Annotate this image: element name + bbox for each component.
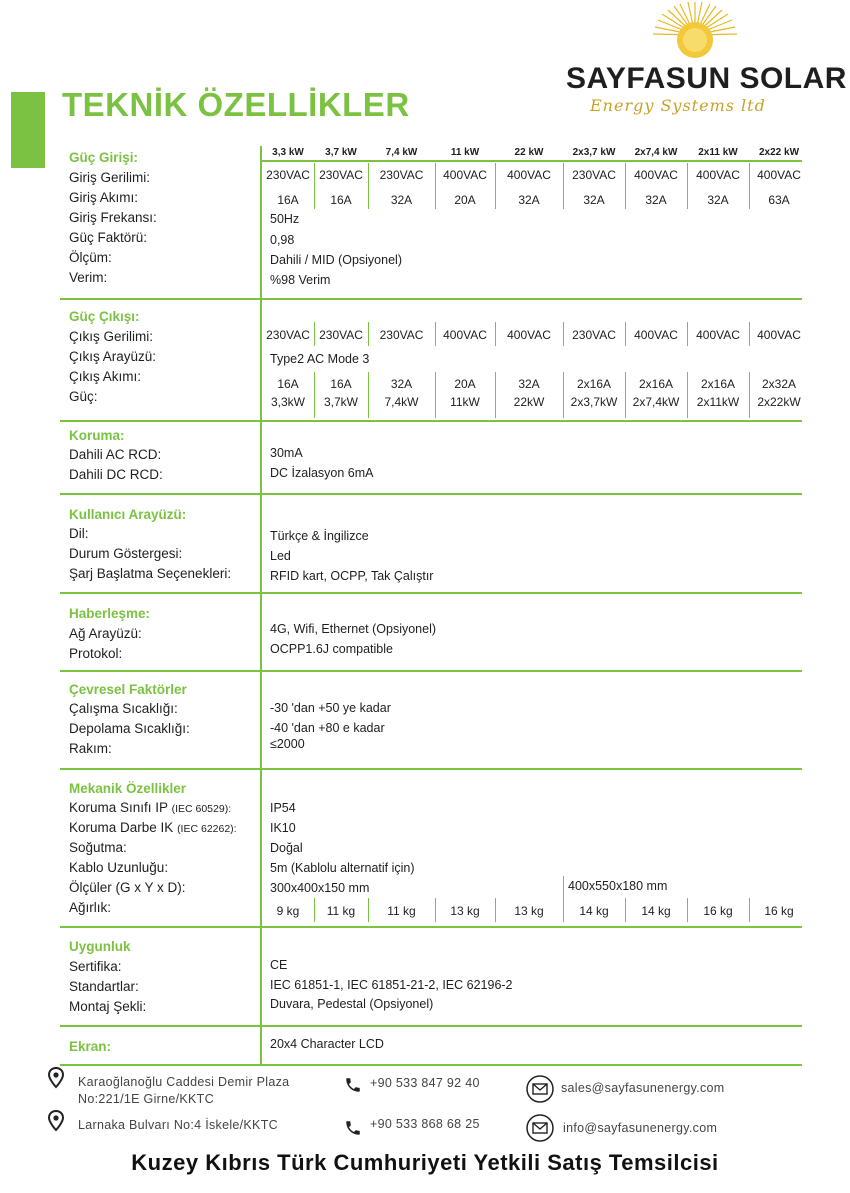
dimensions-single-value: 300x400x150 mm (270, 881, 370, 895)
output-power-cell: 11kW (450, 395, 480, 409)
label-dc-rcd: Dahili DC RCD: (69, 467, 163, 482)
label-status-indicator: Durum Göstergesi: (69, 546, 183, 561)
input-current-cell: 63A (768, 193, 790, 207)
output-current-cell: 20A (454, 377, 476, 391)
section-divider (60, 926, 802, 928)
output-power-cell: 3,3kW (270, 395, 305, 409)
output-current-cell: 2x16A (576, 377, 612, 391)
authorized-representative-banner: Kuzey Kıbrıs Türk Cumhuriyeti Yetkili Satış Temsilcisi (131, 1150, 719, 1175)
location-pin-icon (48, 1067, 64, 1089)
section-divider (60, 768, 802, 770)
label-input-current: Giriş Akımı: (69, 190, 139, 205)
input-current-cell: 20A (454, 193, 476, 207)
output-power-cell: 2x3,7kW (570, 395, 618, 409)
metering-value: Dahili / MID (Opsiyonel) (270, 253, 402, 267)
label-ip-standard: (IEC 60529): (171, 803, 232, 815)
dc-rcd-value: DC İzalasyon 6mA (270, 466, 374, 480)
output-current-cell: 16A (330, 377, 352, 391)
input-voltage-cell: 400VAC (443, 168, 487, 182)
efficiency-value: %98 Verim (270, 273, 331, 287)
label-cable-length: Kablo Uzunluğu: (69, 860, 169, 875)
phone-2[interactable]: +90 533 868 68 25 (370, 1117, 480, 1131)
email-icon (526, 1075, 554, 1103)
label-efficiency: Verim: (69, 270, 108, 285)
section-title-environment: Çevresel Faktörler (69, 682, 187, 697)
dimensions-dual-value: 400x550x180 mm (568, 879, 668, 893)
standards-value: IEC 61851-1, IEC 61851-21-2, IEC 62196-2 (270, 978, 513, 992)
label-language: Dil: (69, 526, 89, 541)
header-underline (262, 160, 802, 162)
column-header: 3,3 kW (272, 147, 304, 158)
output-voltage-cell: 230VAC (572, 328, 616, 342)
input-current-cell: 32A (390, 193, 413, 207)
location-pin-icon (48, 1110, 64, 1132)
output-current-cell: 2x32A (761, 377, 797, 391)
label-output-voltage: Çıkış Gerilimi: (69, 329, 153, 344)
label-weight: Ağırlık: (69, 900, 112, 915)
label-input-frequency: Giriş Frekansı: (69, 210, 157, 225)
power-factor-value: 0,98 (270, 233, 295, 247)
output-current-cell: 2x16A (638, 377, 674, 391)
label-ik-standard: (IEC 62262): (177, 823, 237, 835)
label-network-interface: Ağ Arayüzü: (69, 626, 142, 641)
address-2: Larnaka Bulvarı No:4 İskele/KKTC (78, 1118, 278, 1132)
weight-cell: 13 kg (514, 904, 544, 918)
weight-cell: 16 kg (764, 904, 794, 918)
input-voltage-cell: 400VAC (634, 168, 678, 182)
email-sales[interactable]: sales@sayfasunenergy.com (561, 1081, 725, 1095)
label-operating-temp: Çalışma Sıcaklığı: (69, 701, 178, 716)
label-certificate: Sertifika: (69, 959, 122, 974)
input-voltage-cell: 230VAC (572, 168, 616, 182)
email-icon (526, 1114, 554, 1142)
column-header: 11 kW (450, 147, 480, 158)
input-current-cell: 32A (645, 193, 667, 207)
output-power-cell: 3,7kW (323, 395, 358, 409)
label-storage-temp: Depolama Sıcaklığı: (69, 721, 190, 736)
weight-cell: 14 kg (579, 904, 609, 918)
screen-value: 20x4 Character LCD (270, 1037, 384, 1051)
column-header: 7,4 kW (385, 147, 418, 158)
label-mounting: Montaj Şekli: (69, 999, 147, 1014)
label-output-current: Çıkış Akımı: (69, 369, 142, 384)
label-start-options: Şarj Başlatma Seçenekleri: (69, 566, 232, 581)
label-ik-text: Koruma Darbe IK (69, 820, 174, 835)
input-voltage-cell: 400VAC (757, 168, 801, 182)
input-current-cell: 32A (707, 193, 729, 207)
ik-value: IK10 (270, 821, 296, 835)
weight-cell: 11 kg (387, 904, 416, 918)
address-1-line-1: Karaoğlanoğlu Caddesi Demir Plaza (78, 1075, 290, 1089)
page-title: TEKNİK ÖZELLİKLER (62, 86, 410, 123)
section-title-screen: Ekran: (69, 1039, 112, 1054)
section-divider (60, 670, 802, 672)
label-input-voltage: Giriş Gerilimi: (69, 170, 150, 185)
weight-cell: 14 kg (641, 904, 671, 918)
output-voltage-cell: 400VAC (443, 328, 487, 342)
label-dimensions: Ölçüler (G x Y x D): (69, 880, 186, 895)
input-current-cell: 16A (277, 193, 299, 207)
output-current-cell: 32A (390, 377, 413, 391)
label-metering: Ölçüm: (69, 250, 112, 265)
output-voltage-cell: 400VAC (757, 328, 801, 342)
ac-rcd-value: 30mA (270, 446, 303, 460)
input-frequency-value: 50Hz (270, 212, 300, 226)
certificate-value: CE (270, 958, 288, 972)
output-power-cell: 22kW (513, 395, 545, 409)
brand-name: SAYFASUN SOLAR (566, 62, 847, 95)
cooling-value: Doğal (270, 841, 303, 855)
ip-value: IP54 (270, 801, 296, 815)
output-voltage-cell: 230VAC (379, 328, 424, 342)
output-power-cell: 2x11kW (696, 395, 740, 409)
output-voltage-cell: 400VAC (696, 328, 740, 342)
section-title-compliance: Uygunluk (69, 939, 131, 954)
phone-icon (344, 1076, 362, 1094)
phone-icon (344, 1119, 362, 1137)
input-current-cell: 16A (330, 193, 352, 207)
output-current-cell: 16A (277, 377, 299, 391)
output-voltage-cell: 230VAC (319, 328, 363, 342)
input-current-cell: 32A (518, 193, 540, 207)
output-current-cell: 32A (518, 377, 540, 391)
label-standards: Standartlar: (69, 979, 139, 994)
label-power-factor: Güç Faktörü: (69, 230, 148, 245)
label-altitude: Rakım: (69, 741, 112, 756)
input-voltage-cell: 400VAC (507, 168, 551, 182)
section-title-communication: Haberleşme: (69, 606, 151, 621)
title-accent-bar (11, 92, 45, 168)
section-divider (60, 298, 802, 300)
output-power-cell: 2x7,4kW (632, 395, 680, 409)
output-voltage-cell: 400VAC (634, 328, 678, 342)
section-title-user-interface: Kullanıcı Arayüzü: (69, 507, 187, 522)
label-ip-text: Koruma Sınıfı IP (69, 800, 168, 815)
column-header: 2x3,7 kW (572, 147, 616, 158)
label-output-power: Güç: (69, 389, 98, 404)
column-header: 2x22 kW (758, 147, 800, 158)
cable-value: 5m (Kablolu alternatif için) (270, 861, 415, 875)
column-header: 22 kW (514, 147, 544, 158)
label-protocol: Protokol: (69, 646, 123, 661)
output-power-cell: 7,4kW (384, 395, 419, 409)
start-options-value: RFID kart, OCPP, Tak Çalıştır (270, 569, 434, 583)
input-voltage-cell: 400VAC (696, 168, 740, 182)
input-voltage-cell: 230VAC (379, 168, 424, 182)
cell-separator (563, 876, 564, 898)
section-title-protection: Koruma: (69, 428, 125, 443)
mounting-value: Duvara, Pedestal (Opsiyonel) (270, 997, 434, 1011)
section-divider (60, 420, 802, 422)
label-ik-class (69, 820, 237, 835)
storage-temp-value: -40 'dan +80 e kadar (270, 721, 385, 735)
label-output-interface: Çıkış Arayüzü: (69, 349, 157, 364)
output-voltage-cell: 400VAC (507, 328, 551, 342)
email-info[interactable]: info@sayfasunenergy.com (563, 1121, 718, 1135)
protocol-value: OCPP1.6J compatible (270, 642, 393, 656)
phone-1[interactable]: +90 533 847 92 40 (370, 1076, 480, 1090)
weight-cell: 16 kg (703, 904, 733, 918)
altitude-value: ≤2000 (270, 737, 305, 751)
status-indicator-value: Led (270, 549, 291, 563)
label-ac-rcd: Dahili AC RCD: (69, 447, 162, 462)
output-power-cell: 2x22kW (757, 395, 801, 409)
section-divider (60, 1025, 802, 1027)
input-voltage-cell: 230VAC (319, 168, 363, 182)
section-title-mechanical: Mekanik Özellikler (69, 781, 187, 796)
language-value: Türkçe & İngilizce (270, 529, 369, 543)
input-voltage-cell: 230VAC (266, 168, 310, 182)
section-title-power-output: Güç Çıkışı: (69, 309, 140, 324)
weight-cell: 9 kg (276, 904, 300, 918)
section-divider (60, 592, 802, 594)
network-interface-value: 4G, Wifi, Ethernet (Opsiyonel) (270, 622, 437, 636)
column-header: 3,7 kW (325, 147, 357, 158)
weight-cell: 11 kg (326, 904, 356, 918)
label-cooling: Soğutma: (69, 840, 127, 855)
output-voltage-cell: 230VAC (266, 328, 310, 342)
column-header: 2x7,4 kW (634, 147, 678, 158)
label-ip-class (69, 800, 231, 815)
sun-logo-icon (640, 0, 750, 70)
weight-cell: 13 kg (450, 904, 480, 918)
section-divider (60, 493, 802, 495)
input-current-cell: 32A (583, 193, 605, 207)
output-current-cell: 2x16A (700, 377, 736, 391)
brand-tagline: Energy Systems ltd (590, 96, 766, 115)
operating-temp-value: -30 'dan +50 ye kadar (270, 701, 391, 715)
address-1-line-2: No:221/1E Girne/KKTC (78, 1092, 214, 1106)
section-divider (60, 1064, 802, 1066)
column-header: 2x11 kW (698, 147, 738, 158)
section-title-power-input: Güç Girişi: (69, 150, 139, 165)
output-interface-value: Type2 AC Mode 3 (270, 352, 370, 366)
